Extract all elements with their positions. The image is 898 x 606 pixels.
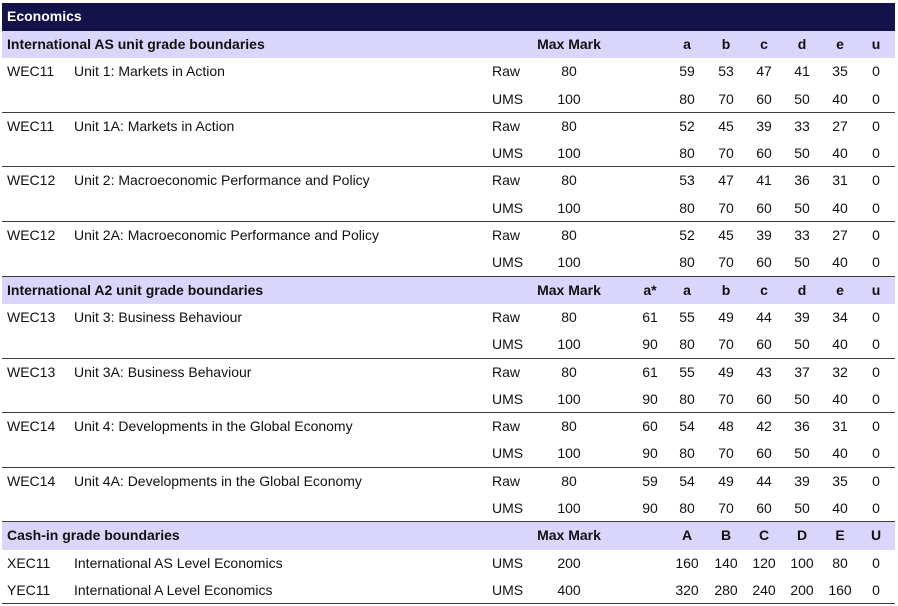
grade-value: 140 (714, 554, 738, 571)
grade-value: 32 (832, 363, 848, 380)
grade-header: b (721, 281, 731, 298)
grade-value: 90 (642, 390, 658, 407)
mark-type: UMS (492, 554, 524, 571)
unit-code: WEC14 (7, 472, 56, 489)
grade-value: 45 (718, 117, 734, 134)
grade-value: 60 (756, 390, 772, 407)
unit-name: Unit 4A: Developments in the Global Economy (74, 472, 362, 489)
unit-name: International A Level Economics (74, 581, 273, 598)
unit-code: YEC11 (7, 581, 51, 598)
max-mark: 200 (557, 554, 581, 571)
table-row (2, 413, 895, 440)
grade-value: 0 (872, 363, 880, 380)
table-row (2, 577, 895, 604)
grade-value: 36 (794, 418, 810, 435)
grade-header: c (760, 281, 768, 298)
mark-type: Raw (492, 363, 521, 380)
grade-header: a (683, 36, 691, 52)
grade-value: 90 (642, 336, 658, 353)
grade-value: 53 (718, 63, 734, 80)
unit-name: Unit 2: Macroeconomic Performance and Policy (74, 172, 370, 189)
grade-value: 31 (832, 418, 848, 435)
max-mark-header: Max Mark (537, 36, 601, 52)
table-row (2, 249, 895, 276)
section-heading: Cash-in grade boundaries (7, 527, 180, 544)
mark-type: UMS (492, 199, 524, 216)
grade-value: 0 (872, 90, 880, 107)
grade-value: 80 (679, 145, 695, 162)
grade-value: 31 (832, 172, 848, 189)
table-row (2, 58, 895, 85)
grade-value: 0 (872, 199, 880, 216)
grade-header: d (797, 36, 807, 52)
grade-header: A (681, 527, 693, 544)
grade-value: 0 (872, 554, 880, 571)
table-row (2, 195, 895, 222)
grade-value: 50 (794, 145, 810, 162)
grade-value: 59 (679, 63, 695, 80)
unit-name: Unit 1: Markets in Action (74, 63, 225, 80)
grade-header: e (836, 36, 844, 52)
grade-value: 40 (832, 445, 848, 462)
table-row (2, 113, 895, 140)
grade-header: a* (643, 281, 657, 298)
grade-value: 60 (756, 199, 772, 216)
table-row (2, 304, 895, 331)
grade-value: 37 (794, 363, 810, 380)
max-mark-header: Max Mark (537, 281, 601, 298)
max-mark: 100 (557, 336, 581, 353)
max-mark: 80 (561, 363, 577, 380)
grade-header: U (870, 527, 882, 544)
max-mark: 80 (561, 472, 577, 489)
grade-value: 0 (872, 308, 880, 325)
grade-value: 27 (832, 227, 848, 244)
max-mark: 100 (557, 390, 581, 407)
grade-value: 50 (794, 336, 810, 353)
grade-value (632, 195, 668, 222)
grade-value: 60 (642, 418, 658, 435)
grade-value: 60 (756, 145, 772, 162)
grade-header: E (835, 527, 845, 544)
max-mark: 80 (561, 308, 577, 325)
unit-code: WEC13 (7, 308, 56, 325)
grade-value: 0 (872, 63, 880, 80)
grade-value: 43 (756, 363, 772, 380)
grade-value: 54 (679, 418, 695, 435)
grade-value: 60 (756, 336, 772, 353)
grade-value: 80 (832, 554, 848, 571)
grade-value: 50 (794, 199, 810, 216)
unit-name: Unit 3: Business Behaviour (74, 308, 243, 325)
grade-header: d (797, 281, 807, 298)
mark-type: Raw (492, 418, 521, 435)
unit-code: WEC12 (7, 227, 56, 244)
mark-type: Raw (492, 227, 521, 244)
table-row (2, 440, 895, 467)
grade-value: 70 (718, 199, 734, 216)
grade-value: 80 (679, 254, 695, 271)
grade-value: 40 (832, 390, 848, 407)
grade-header: u (871, 36, 881, 52)
grade-value: 70 (718, 445, 734, 462)
grade-value: 320 (675, 581, 699, 598)
grade-value: 0 (872, 336, 880, 353)
grade-value: 70 (718, 90, 734, 107)
grade-header: b (721, 36, 731, 52)
table-row (2, 550, 895, 577)
mark-type: Raw (492, 308, 521, 325)
grade-boundaries-table (2, 3, 895, 604)
grade-header: a (683, 281, 691, 298)
grade-value: 53 (679, 172, 695, 189)
grade-value: 70 (718, 145, 734, 162)
grade-value: 60 (756, 90, 772, 107)
grade-value: 70 (718, 390, 734, 407)
grade-value: 40 (832, 90, 848, 107)
grade-value: 0 (872, 390, 880, 407)
grade-value: 70 (718, 336, 734, 353)
grade-value: 0 (872, 581, 880, 598)
mark-type: Raw (492, 472, 521, 489)
grade-value (632, 577, 668, 604)
table-row (2, 222, 895, 249)
grade-value: 50 (794, 390, 810, 407)
grade-value: 100 (790, 554, 814, 571)
grade-value: 41 (756, 172, 772, 189)
grade-value (632, 249, 668, 276)
grade-header: e (836, 281, 844, 298)
grade-value: 160 (675, 554, 699, 571)
grade-value: 40 (832, 500, 848, 517)
mark-type: Raw (492, 63, 521, 80)
grade-value: 61 (642, 308, 658, 325)
max-mark: 100 (557, 90, 581, 107)
grade-value: 55 (679, 363, 695, 380)
grade-value: 61 (642, 363, 658, 380)
grade-value: 70 (718, 500, 734, 517)
grade-value (632, 86, 668, 113)
mark-type: Raw (492, 117, 521, 134)
table-row (2, 140, 895, 167)
grade-value: 0 (872, 145, 880, 162)
table-row (2, 167, 895, 194)
grade-value: 120 (752, 554, 776, 571)
grade-value: 80 (679, 500, 695, 517)
grade-value: 90 (642, 445, 658, 462)
grade-value: 35 (832, 472, 848, 489)
grade-value: 48 (718, 418, 734, 435)
mark-type: UMS (492, 145, 524, 162)
grade-value: 50 (794, 254, 810, 271)
grade-value (632, 58, 668, 85)
grade-value: 34 (832, 308, 848, 325)
grade-value: 44 (756, 308, 772, 325)
grade-value: 0 (872, 254, 880, 271)
grade-value: 240 (752, 581, 776, 598)
grade-header: c (760, 36, 768, 52)
mark-type: Raw (492, 172, 521, 189)
grade-value: 50 (794, 445, 810, 462)
grade-value: 80 (679, 445, 695, 462)
grade-header: u (871, 281, 881, 298)
section-heading: International AS unit grade boundaries (7, 36, 265, 52)
grade-value: 39 (756, 227, 772, 244)
section-header (2, 30, 895, 58)
grade-value: 39 (794, 308, 810, 325)
grade-value: 40 (832, 254, 848, 271)
grade-value: 60 (756, 500, 772, 517)
grade-value: 0 (872, 172, 880, 189)
grade-value (632, 167, 668, 194)
grade-value: 52 (679, 227, 695, 244)
grade-value: 0 (872, 472, 880, 489)
table-row (2, 468, 895, 495)
max-mark: 80 (561, 418, 577, 435)
grade-value: 55 (679, 308, 695, 325)
grade-value: 49 (718, 363, 734, 380)
unit-code: WEC11 (7, 63, 55, 80)
mark-type: UMS (492, 500, 524, 517)
table-body (2, 30, 895, 604)
grade-value: 0 (872, 500, 880, 517)
grade-header (632, 31, 668, 58)
grade-value: 45 (718, 227, 734, 244)
grade-value: 70 (718, 254, 734, 271)
max-mark-header: Max Mark (537, 527, 601, 544)
grade-value: 47 (718, 172, 734, 189)
grade-value: 42 (756, 418, 772, 435)
grade-value: 36 (794, 172, 810, 189)
grade-value (632, 140, 668, 167)
grade-value: 200 (790, 581, 814, 598)
section-header (2, 277, 895, 304)
grade-value: 0 (872, 418, 880, 435)
unit-code: WEC14 (7, 418, 56, 435)
grade-value: 0 (872, 117, 880, 134)
section-heading: International A2 unit grade boundaries (7, 281, 264, 298)
grade-value: 80 (679, 199, 695, 216)
table-row (2, 86, 895, 113)
grade-value: 54 (679, 472, 695, 489)
table-title: Economics (2, 3, 895, 30)
grade-value: 80 (679, 336, 695, 353)
unit-code: WEC13 (7, 363, 56, 380)
grade-value: 27 (832, 117, 848, 134)
max-mark: 100 (557, 254, 581, 271)
grade-value: 52 (679, 117, 695, 134)
unit-name: Unit 4: Developments in the Global Economy (74, 418, 353, 435)
unit-name: Unit 3A: Business Behaviour (74, 363, 252, 380)
grade-value: 50 (794, 90, 810, 107)
grade-value: 49 (718, 308, 734, 325)
unit-code: WEC11 (7, 117, 55, 134)
grade-value: 40 (832, 336, 848, 353)
grade-value: 60 (756, 254, 772, 271)
grade-value: 50 (794, 500, 810, 517)
max-mark: 80 (561, 172, 577, 189)
unit-name: International AS Level Economics (74, 554, 283, 571)
table-row (2, 495, 895, 522)
grade-value: 47 (756, 63, 772, 80)
grade-value: 39 (756, 117, 772, 134)
unit-code: XEC11 (7, 554, 51, 571)
grade-value: 160 (828, 581, 852, 598)
mark-type: UMS (492, 254, 524, 271)
grade-header: B (720, 527, 732, 544)
grade-value: 0 (872, 227, 880, 244)
unit-name: Unit 1A: Markets in Action (74, 117, 235, 134)
table-row (2, 359, 895, 386)
mark-type: UMS (492, 581, 524, 598)
max-mark: 100 (557, 199, 581, 216)
grade-value: 40 (832, 145, 848, 162)
mark-type: UMS (492, 90, 524, 107)
grade-value: 39 (794, 472, 810, 489)
grade-value: 80 (679, 90, 695, 107)
max-mark: 80 (561, 117, 577, 134)
mark-type: UMS (492, 336, 524, 353)
grade-value: 0 (872, 445, 880, 462)
max-mark: 80 (561, 227, 577, 244)
grade-header: C (758, 527, 770, 544)
table-row (2, 331, 895, 358)
grade-value: 80 (679, 390, 695, 407)
grade-value: 33 (794, 227, 810, 244)
max-mark: 100 (557, 500, 581, 517)
grade-value: 44 (756, 472, 772, 489)
grade-value: 280 (714, 581, 738, 598)
grade-header (632, 522, 668, 549)
max-mark: 100 (557, 445, 581, 462)
grade-value: 33 (794, 117, 810, 134)
grade-header: D (796, 527, 808, 544)
grade-value: 40 (832, 199, 848, 216)
grade-value (632, 222, 668, 249)
grade-value (632, 113, 668, 140)
grade-value: 35 (832, 63, 848, 80)
grade-value: 41 (794, 63, 810, 80)
section-header (2, 522, 895, 549)
max-mark: 80 (561, 63, 577, 80)
grade-value: 49 (718, 472, 734, 489)
grade-value (632, 550, 668, 577)
grade-value: 60 (756, 445, 772, 462)
max-mark: 100 (557, 145, 581, 162)
grade-value: 90 (642, 500, 658, 517)
grade-value: 59 (642, 472, 658, 489)
unit-name: Unit 2A: Macroeconomic Performance and Policy (74, 227, 380, 244)
mark-type: UMS (492, 445, 524, 462)
table-row (2, 386, 895, 413)
mark-type: UMS (492, 390, 524, 407)
max-mark: 400 (557, 581, 581, 598)
unit-code: WEC12 (7, 172, 56, 189)
